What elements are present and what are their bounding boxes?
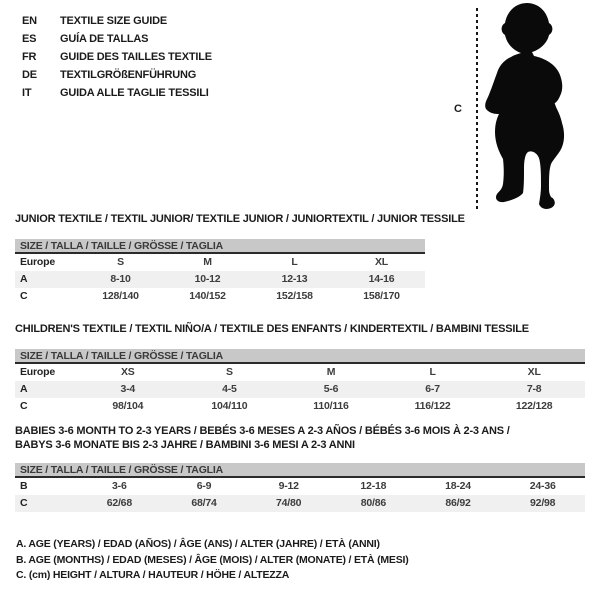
value-cell: 4-5 xyxy=(222,383,237,395)
value-cell: 122/128 xyxy=(515,400,553,412)
size-cell: L xyxy=(429,366,436,378)
lang-title: GUIDE DES TAILLES TEXTILE xyxy=(60,51,212,63)
value-cell: 86/92 xyxy=(445,497,471,509)
legend-line-a: A. AGE (YEARS) / EDAD (AÑOS) / ÂGE (ANS) / ALTER (JAHRE) / ETÀ (ANNI) xyxy=(16,538,380,550)
table-row xyxy=(15,364,585,381)
row-label: Europe xyxy=(20,256,55,268)
value-cell: 14-16 xyxy=(368,273,395,285)
lang-code: IT xyxy=(22,87,32,99)
value-cell: 104/110 xyxy=(211,400,248,412)
value-cell: 8-10 xyxy=(110,273,131,285)
table-title-line1: BABIES 3-6 MONTH TO 2-3 YEARS / BEBÉS 3-6 MESES A 2-3 AÑOS / BÉBÉS 3-6 MOIS À 2-3 ANS / xyxy=(15,425,510,437)
size-header-bar: SIZE / TALLA / TAILLE / GRÖSSE / TAGLIA xyxy=(15,239,425,254)
lang-row-en xyxy=(22,12,212,30)
row-label: Europe xyxy=(20,366,55,378)
value-cell: 98/104 xyxy=(112,400,144,412)
table-row xyxy=(15,381,585,398)
value-cell: 80/86 xyxy=(360,497,386,509)
value-cell: 116/122 xyxy=(414,400,451,412)
row-label: A xyxy=(20,383,28,395)
measurement-legend xyxy=(16,537,409,584)
table-title-line2: BABYS 3-6 MONATE BIS 2-3 JAHRE / BAMBINI 3-6 MESI A 2-3 ANNI xyxy=(15,439,355,451)
lang-title: TEXTILE SIZE GUIDE xyxy=(60,15,168,27)
size-cell: XL xyxy=(374,256,389,268)
table-row xyxy=(15,478,585,495)
height-measure-label: C xyxy=(454,103,462,115)
lang-code: ES xyxy=(22,33,37,45)
size-header-bar: SIZE / TALLA / TAILLE / GRÖSSE / TAGLIA xyxy=(15,463,585,478)
table-grid xyxy=(15,349,585,415)
legend-line-c: C. (cm) HEIGHT / ALTURA / HAUTEUR / HÖHE / ALTEZZA xyxy=(16,569,290,581)
value-cell: 5-6 xyxy=(323,383,339,395)
size-cell: XL xyxy=(527,366,541,378)
value-cell: 9-12 xyxy=(278,480,299,492)
value-cell: 24-36 xyxy=(529,480,556,492)
lang-title: GUÍA DE TALLAS xyxy=(60,33,149,45)
value-cell: 158/170 xyxy=(363,290,400,302)
size-cell: M xyxy=(203,256,212,268)
value-cell: 6-9 xyxy=(196,480,212,492)
lang-row-es xyxy=(22,30,212,48)
lang-code: FR xyxy=(22,51,37,63)
lang-title: GUIDA ALLE TAGLIE TESSILI xyxy=(60,87,209,99)
value-cell: 12-18 xyxy=(360,480,387,492)
table-row xyxy=(15,254,425,271)
value-cell: 110/116 xyxy=(313,400,349,412)
baby-figure xyxy=(440,0,600,218)
lang-code: DE xyxy=(22,69,37,81)
lang-code: EN xyxy=(22,15,37,27)
value-cell: 74/80 xyxy=(276,497,302,509)
table-title: JUNIOR TEXTILE / TEXTIL JUNIOR/ TEXTILE JUNIOR / JUNIORTEXTIL / JUNIOR TESSILE xyxy=(15,213,465,225)
size-cell: M xyxy=(326,366,336,378)
value-cell: 12-13 xyxy=(281,273,308,285)
size-header-bar: SIZE / TALLA / TAILLE / GRÖSSE / TAGLIA xyxy=(15,349,585,364)
lang-title: TEXTILGRÖßENFÜHRUNG xyxy=(60,69,197,81)
children-textile-table xyxy=(15,322,585,415)
junior-textile-table xyxy=(15,212,465,305)
value-cell: 6-7 xyxy=(425,383,440,395)
value-cell: 140/152 xyxy=(189,290,226,302)
value-cell: 68/74 xyxy=(191,497,217,509)
value-cell: 128/140 xyxy=(102,290,139,302)
row-label: C xyxy=(20,497,28,509)
legend-line-b: B. AGE (MONTHS) / EDAD (MESES) / ÂGE (MOIS) / ALTER (MONATE) / ETÀ (MESI) xyxy=(16,553,409,566)
row-label: B xyxy=(20,480,28,492)
table-title: CHILDREN'S TEXTILE / TEXTIL NIÑO/A / TEXTILE DES ENFANTS / KINDERTEXTIL / BAMBINI TESSILE xyxy=(15,323,529,335)
language-header xyxy=(22,12,212,102)
value-cell: 7-8 xyxy=(526,383,542,395)
value-cell: 92/98 xyxy=(530,497,556,509)
row-label: C xyxy=(20,400,28,412)
value-cell: 62/68 xyxy=(106,497,132,509)
value-cell: 3-6 xyxy=(112,480,127,492)
value-cell: 152/158 xyxy=(276,290,313,302)
lang-row-fr xyxy=(22,48,212,66)
size-cell: S xyxy=(117,256,124,268)
value-cell: 18-24 xyxy=(445,480,471,492)
lang-row-it xyxy=(22,84,212,102)
row-label: C xyxy=(20,290,28,302)
table-grid xyxy=(15,463,585,512)
value-cell: 3-4 xyxy=(120,383,136,395)
value-cell: 10-12 xyxy=(194,273,221,285)
baby-silhouette-icon xyxy=(482,2,572,214)
babies-textile-table xyxy=(15,424,585,512)
table-row xyxy=(15,398,585,415)
table-row xyxy=(15,271,425,288)
size-cell: S xyxy=(225,366,233,378)
size-cell: L xyxy=(291,256,298,268)
table-grid xyxy=(15,239,425,305)
table-row xyxy=(15,288,425,305)
table-row xyxy=(15,495,585,512)
lang-row-de xyxy=(22,66,212,84)
row-label: A xyxy=(20,273,28,285)
height-measure-line xyxy=(476,8,478,210)
size-cell: XS xyxy=(120,366,135,378)
